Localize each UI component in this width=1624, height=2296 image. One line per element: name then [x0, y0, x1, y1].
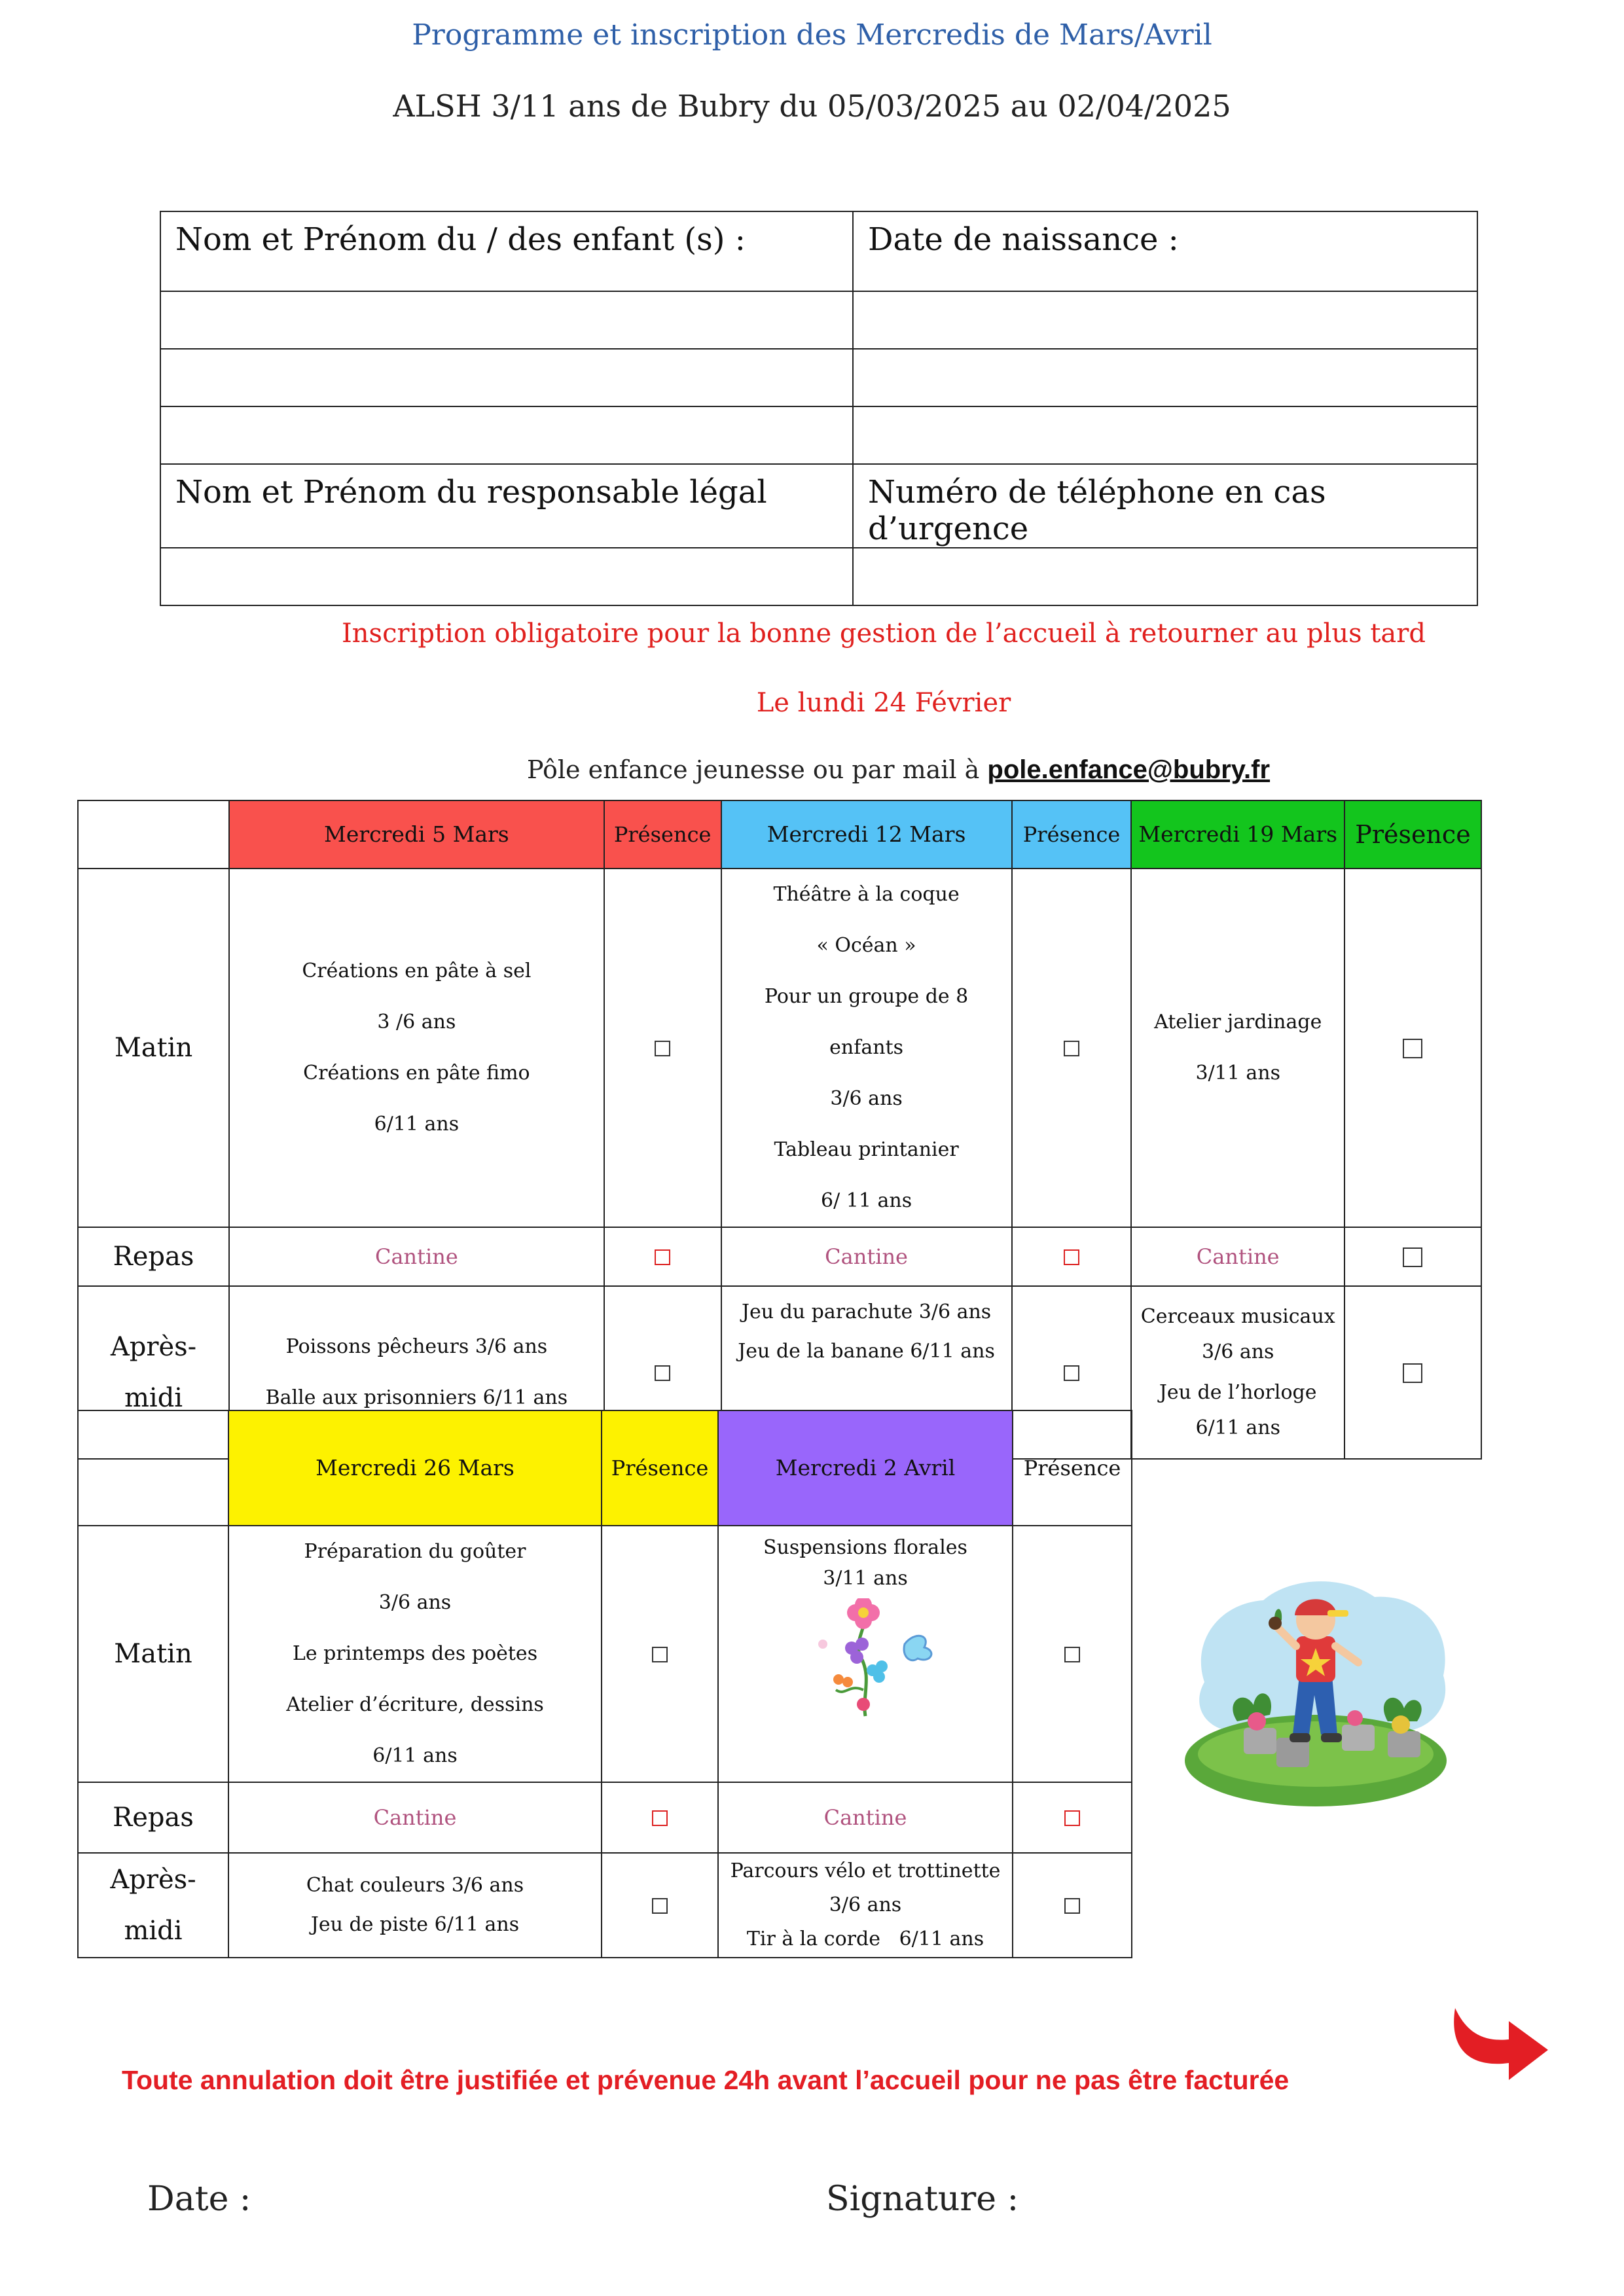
contact-line [527, 755, 1270, 785]
activity-line: Parcours vélo et trottinette [730, 1859, 1001, 1882]
children-name-label: Nom et Prénom du / des enfant (s) : [160, 211, 853, 291]
activity-age: 6/11 ans [374, 1113, 460, 1136]
birthdate-field[interactable] [853, 291, 1477, 349]
child-gardening-illustration [1178, 1564, 1460, 1813]
row-label-afternoon: Après-midi [78, 1286, 229, 1459]
activity-age: 6/11 ans [1195, 1416, 1280, 1439]
activity-line: Balle aux prisonniers 6/11 ans [265, 1386, 568, 1409]
activity-line: Tableau printanier [774, 1138, 959, 1161]
meal-cell: Cantine [228, 1782, 602, 1853]
meal-cell: Cantine [718, 1782, 1013, 1853]
presence-checkbox[interactable] [1403, 1039, 1422, 1058]
activity-line: Cerceaux musicaux [1140, 1305, 1335, 1328]
row-label-morning: Matin [78, 869, 229, 1227]
presence-cell [602, 1526, 718, 1782]
signature-label: Signature : [826, 2179, 1019, 2219]
row-label-meal: Repas [78, 1782, 228, 1853]
page-subtitle: ALSH 3/11 ans de Bubry du 05/03/2025 au 02/04/2025 [393, 88, 1231, 124]
presence-header: Présence [1013, 1410, 1132, 1526]
presence-header: Présence [1012, 800, 1132, 869]
activity-cell [229, 869, 604, 1227]
presence-checkbox[interactable] [652, 1810, 668, 1826]
presence-cell [1344, 869, 1481, 1227]
presence-checkbox[interactable] [1064, 1249, 1079, 1265]
cancellation-notice: Toute annulation doit être justifiée et prévenue 24h avant l’accueil pour ne pas être facturée [122, 2065, 1290, 2095]
presence-checkbox[interactable] [1403, 1247, 1422, 1267]
presence-checkbox[interactable] [1064, 1647, 1080, 1662]
presence-cell [1012, 1227, 1132, 1286]
presence-cell [604, 1227, 721, 1286]
activity-line: Jeu de l’horloge [1159, 1381, 1317, 1404]
activity-line: Poissons pêcheurs 3/6 ans [285, 1335, 548, 1358]
registration-notice: Inscription obligatoire pour la bonne gestion de l’accueil à retourner au plus tard [341, 619, 1426, 649]
presence-header: Présence [602, 1410, 718, 1526]
activity-line: Atelier d’écriture, dessins [286, 1693, 544, 1716]
activity-age: 3 /6 ans [377, 1011, 456, 1033]
day-header-12-mars: Mercredi 12 Mars [721, 800, 1012, 869]
presence-checkbox[interactable] [1064, 1898, 1080, 1914]
activity-cell [1131, 1286, 1344, 1459]
activity-age: 3/6 ans [378, 1591, 452, 1614]
emergency-phone-field[interactable] [853, 548, 1477, 605]
guardian-name-field[interactable] [160, 548, 853, 605]
presence-checkbox[interactable] [655, 1365, 670, 1381]
activity-cell [718, 1853, 1013, 1958]
presence-cell [1013, 1782, 1132, 1853]
birthdate-label: Date de naissance : [853, 211, 1477, 291]
registration-deadline: Le lundi 24 Février [756, 688, 1011, 718]
contact-email-link[interactable]: pole.enfance@bubry.fr [987, 755, 1271, 784]
identity-form [160, 211, 1478, 606]
birthdate-field[interactable] [853, 349, 1477, 406]
arrow-icon [1443, 2003, 1555, 2094]
presence-checkbox[interactable] [655, 1041, 670, 1056]
guardian-name-label: Nom et Prénom du responsable légal [160, 464, 853, 548]
flower-icon [784, 1598, 947, 1723]
activity-line: Jeu de la banane 6/11 ans [738, 1340, 995, 1363]
presence-cell [602, 1782, 718, 1853]
activity-cell [228, 1526, 602, 1782]
presence-cell [1013, 1853, 1132, 1958]
presence-checkbox[interactable] [652, 1898, 668, 1914]
program-table-march [77, 800, 1482, 1460]
presence-cell [1013, 1526, 1132, 1782]
activity-cell [721, 869, 1012, 1227]
activity-line: Jeu du parachute 3/6 ans [741, 1300, 992, 1323]
presence-checkbox[interactable] [1403, 1363, 1422, 1383]
activity-line: Créations en pâte à sel [302, 960, 532, 982]
meal-cell: Cantine [721, 1227, 1012, 1286]
day-header-19-mars: Mercredi 19 Mars [1131, 800, 1344, 869]
meal-cell: Cantine [229, 1227, 604, 1286]
day-header-2-avril: Mercredi 2 Avril [718, 1410, 1013, 1526]
activity-cell [718, 1526, 1013, 1782]
presence-checkbox[interactable] [1064, 1365, 1079, 1381]
presence-header: Présence [604, 800, 721, 869]
activity-age: 3/6 ans [1202, 1340, 1274, 1363]
presence-checkbox[interactable] [1064, 1810, 1080, 1826]
date-label: Date : [147, 2179, 251, 2219]
presence-cell [1344, 1227, 1481, 1286]
activity-age: 3/6 ans [829, 1893, 902, 1916]
activity-age: 3/6 ans [830, 1087, 903, 1110]
presence-cell [604, 869, 721, 1227]
activity-line: Atelier jardinage [1154, 1011, 1322, 1033]
activity-age: 6/ 11 ans [821, 1189, 912, 1212]
presence-cell [1344, 1286, 1481, 1459]
activity-age: 6/11 ans [372, 1744, 458, 1767]
row-label-meal: Repas [78, 1227, 229, 1286]
presence-header: Présence [1344, 800, 1481, 869]
activity-line: Jeu de piste 6/11 ans [310, 1913, 520, 1936]
child-name-field[interactable] [160, 406, 853, 464]
presence-cell [1012, 869, 1132, 1227]
activity-age: 3/11 ans [1195, 1062, 1280, 1085]
activity-line: Créations en pâte fimo [303, 1062, 530, 1085]
empty-corner-cell [78, 1410, 228, 1526]
child-name-field[interactable] [160, 291, 853, 349]
activity-line: « Océan » [816, 934, 916, 957]
presence-cell [602, 1853, 718, 1958]
presence-checkbox[interactable] [655, 1249, 670, 1265]
activity-line: Pour un groupe de 8 enfants [764, 985, 969, 1059]
contact-prefix: Pôle enfance jeunesse ou par mail à [527, 755, 980, 784]
row-label-morning: Matin [78, 1526, 228, 1782]
activity-line: Préparation du goûter [304, 1540, 526, 1563]
row-label-afternoon: Après-midi [78, 1853, 228, 1958]
emergency-phone-label: Numéro de téléphone en cas d’urgence [853, 464, 1477, 548]
presence-checkbox[interactable] [652, 1647, 668, 1662]
activity-line: Théâtre à la coque [773, 883, 960, 906]
activity-cell [1131, 869, 1344, 1227]
presence-checkbox[interactable] [1064, 1041, 1079, 1056]
day-header-26-mars: Mercredi 26 Mars [228, 1410, 602, 1526]
child-name-field[interactable] [160, 349, 853, 406]
empty-corner-cell [78, 800, 229, 869]
page-title: Programme et inscription des Mercredis de Mars/Avril [412, 18, 1212, 52]
birthdate-field[interactable] [853, 406, 1477, 464]
meal-cell: Cantine [1131, 1227, 1344, 1286]
activity-line: Tir à la corde 6/11 ans [746, 1928, 984, 1950]
activity-cell [228, 1853, 602, 1958]
activity-age: 3/11 ans [823, 1567, 908, 1590]
day-header-5-mars: Mercredi 5 Mars [229, 800, 604, 869]
activity-line: Le printemps des poètes [292, 1642, 538, 1665]
activity-line: Chat couleurs 3/6 ans [306, 1874, 524, 1897]
program-table-april [77, 1410, 1132, 1958]
activity-line: Suspensions florales [763, 1536, 967, 1559]
